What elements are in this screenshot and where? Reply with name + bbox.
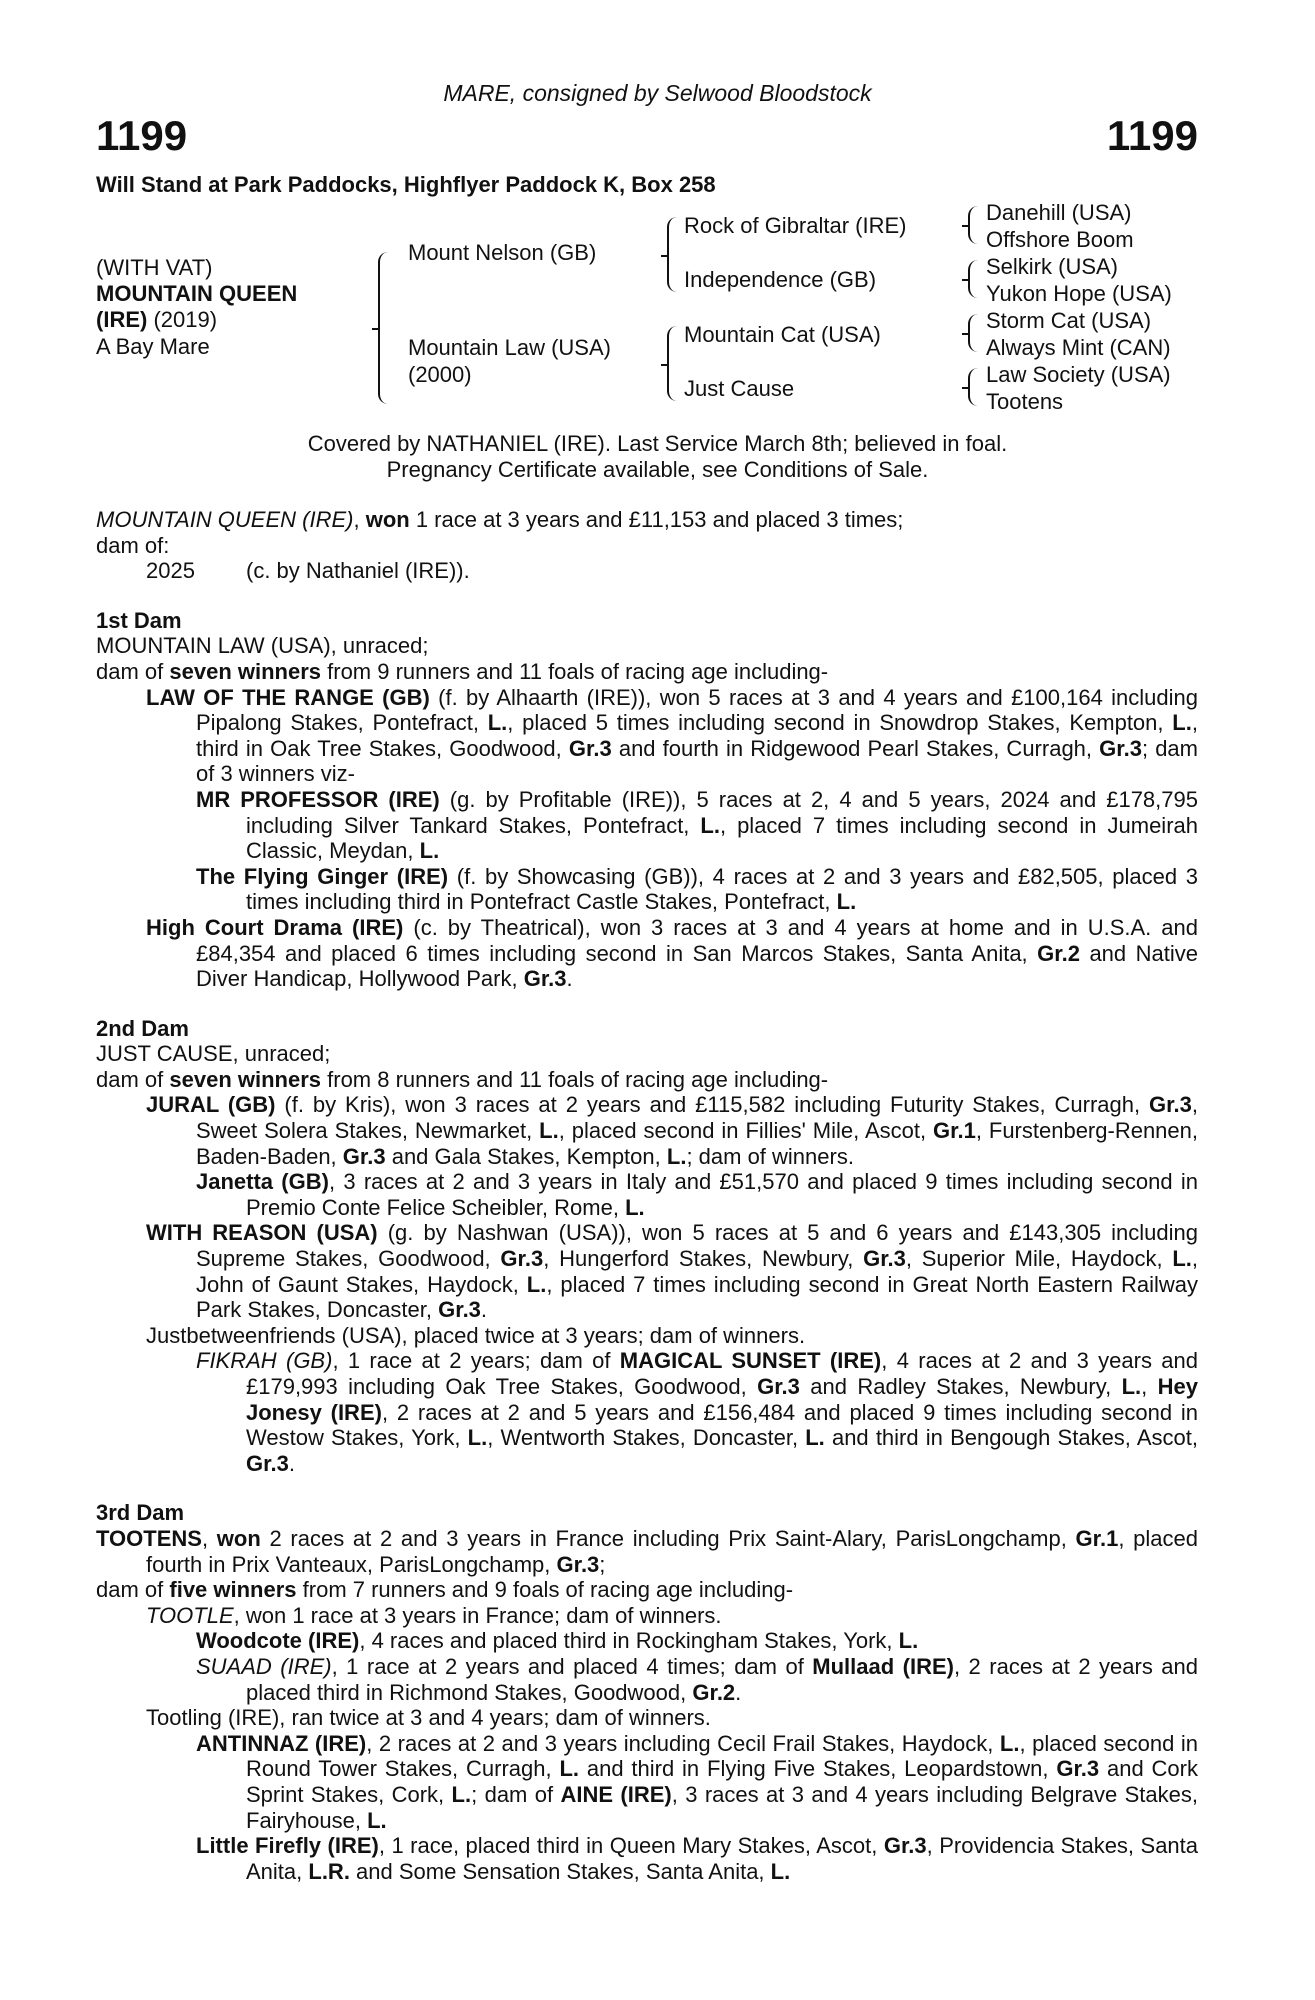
pedigree-entry [96,1041,1198,1067]
text-run: Justbetweenfriends (USA), placed twice at 3 years; dam of winners. [146,1322,806,1348]
text-run: , 1 race at 2 years and placed 4 times; dam of [331,1653,813,1679]
pedigree-entry [96,1654,1198,1705]
text-run: from 9 runners and 11 foals of racing age including- [321,658,829,684]
text-run: ; dam of [471,1781,561,1807]
produce-row [96,558,1198,584]
bold-text: L. [805,1425,825,1451]
horse-year: (2019) [153,307,218,332]
bold-text: MR PROFESSOR (IRE) [196,786,440,812]
text-run: (c. by Theatrical), won 3 races at 3 and 4 years at home and in U.S.A. and £84,354 and placed 6 times including second in San Marcos Stakes, Santa Anita, [196,914,1198,966]
dam-dam: Just Cause [684,376,795,401]
bold-text: Gr.3 [863,1246,906,1272]
pedigree-entry [96,1348,1198,1476]
bold-text: L. [1172,710,1192,736]
bold-text: Woodcote (IRE) [196,1628,360,1654]
pedigree-entry [96,1169,1198,1220]
bold-text: AINE (IRE) [560,1781,672,1807]
text-run: MOUNTAIN LAW (USA), unraced; [96,633,429,659]
ggs-4: Yukon Hope (USA) [986,281,1172,306]
text-run: JUST CAUSE, unraced; [96,1041,331,1067]
bold-text: won [365,507,410,532]
text-run: , Providencia Stakes, Santa Anita, [246,1833,1199,1884]
bold-text: Gr.1 [933,1118,976,1144]
text-run: (f. by Kris), won 3 races at 2 years and £115,582 including Futurity Stakes, Curragh, [275,1092,1150,1118]
bold-text: L. [1172,1246,1192,1272]
text-run: . [480,1297,488,1323]
text-run: ; dam of winners. [686,1143,854,1169]
ggs-8: Tootens [986,389,1064,414]
bold-text: Gr.2 [1037,940,1080,966]
lot-number-right: 1199 [1106,112,1198,159]
bold-text: Gr.3 [1099,735,1142,761]
vat-label: (WITH VAT) [96,255,213,280]
pedigree-entry [96,1092,1198,1169]
brace-dd [968,368,978,406]
bold-text: L. [419,838,440,864]
bold-text: The Flying Ginger (IRE) [196,863,449,889]
dam-of-label: dam of: [96,532,170,558]
text-run: , Sweet Solera Stakes, Newmarket, [196,1092,1198,1144]
ggs-5: Storm Cat (USA) [986,308,1152,333]
bold-text: L. [1121,1374,1142,1399]
text-run: dam of [96,1577,170,1603]
italic-text: FIKRAH (GB) [196,1348,333,1374]
text-run: , placed 7 times including second in Great North Eastern Railway Park Stakes, Doncaster, [196,1271,1198,1323]
bold-text: Mullaad (IRE) [812,1653,954,1679]
bold-text: L. [539,1118,559,1144]
text-run: dam of [96,658,170,684]
bold-text: Gr.3 [568,735,612,761]
bold-text: L. [898,1628,919,1654]
pedigree-entry [96,633,1198,659]
bold-text: L. [836,889,857,915]
section-heading: 1st Dam [96,607,182,633]
bold-text: five winners [169,1577,297,1603]
pedigree-entry [96,685,1198,787]
bold-text: TOOTENS [96,1525,202,1551]
brace-dam [667,326,677,401]
bold-text: L.R. [308,1858,350,1884]
stabling-location: Will Stand at Park Paddocks, Highflyer Paddock K, Box 258 [96,172,716,197]
bold-text: L. [666,1143,687,1169]
sire-dam: Independence (GB) [684,267,877,292]
dam-sire: Mountain Cat (USA) [684,322,881,347]
text-run: , 2 races at 2 and 5 years and £156,484 and placed 9 times including second in Westow Stakes, York, [246,1399,1198,1451]
text-run: , Superior Mile, Haydock, [905,1246,1173,1272]
brace-ds [968,314,978,352]
brace-sire [667,217,677,292]
text-run: from 8 runners and 11 foals of racing age including- [321,1066,829,1092]
pedigree-entry [96,659,1198,685]
text-run: dam of [96,1066,170,1092]
ggs-7: Law Society (USA) [986,362,1171,387]
text-run: , 1 race at 2 years; dam of [332,1348,620,1374]
section-heading: 3rd Dam [96,1500,185,1526]
bold-text: seven winners [169,658,322,684]
text-run: , 2 races at 2 years and placed third in Richmond Stakes, Goodwood, [246,1653,1198,1705]
ggs-1: Danehill (USA) [986,200,1132,225]
horse-country: (IRE) [96,307,148,332]
italic-text: MOUNTAIN QUEEN (IRE) [96,507,354,532]
dam: Mountain Law (USA) [408,335,611,360]
bold-text: L. [700,812,720,838]
text-run: and Radley Stakes, Newbury, [799,1374,1122,1399]
catalogue-body [96,507,1198,1884]
bold-text: Gr.3 [1056,1756,1100,1782]
text-run: and Cork Sprint Stakes, Cork, [246,1756,1198,1807]
text-run: . [735,1679,742,1705]
text-run: , 4 races and placed third in Rockingham Stakes, York, [359,1628,899,1654]
text-run: and third in Flying Five Stakes, Leopardstown, [579,1756,1057,1782]
bold-text: L. [999,1730,1020,1756]
pedigree-entry [96,1833,1198,1884]
text-run: , placed 7 times including second in Jumeirah Classic, Meydan, [246,812,1198,864]
bold-text: Gr.3 [523,966,567,992]
text-run: from 7 runners and 9 foals of racing age including- [296,1577,794,1603]
bold-text: L. [770,1858,791,1884]
bold-text: Gr.3 [438,1297,481,1323]
bold-text: Gr.1 [1075,1525,1119,1551]
text-run: 1 race at 3 years and £11,153 and placed 3 times; [409,507,904,532]
horse-name: MOUNTAIN QUEEN [96,281,298,306]
produce-description: (c. by Nathaniel (IRE)). [246,558,470,584]
bold-text: L. [367,1807,387,1833]
lot-number-left: 1199 [96,112,188,159]
bold-text: Hey Jonesy (IRE) [246,1374,1198,1425]
horse-description: A Bay Mare [96,334,210,359]
italic-text: TOOTLE [146,1602,234,1628]
bold-text: High Court Drama (IRE) [146,914,404,940]
text-run: , [353,507,366,532]
text-run: ; dam of 3 winners viz- [196,735,1198,787]
pedigree-entry [96,1628,1198,1654]
text-run: , Furstenberg-Rennen, Baden-Baden, [196,1118,1199,1169]
ggs-3: Selkirk (USA) [986,254,1119,279]
sire-sire: Rock of Gibraltar (IRE) [684,213,907,238]
text-run: , 3 races at 2 and 3 years in Italy and £51,570 and placed 9 times including second in Premio Conte Felice Scheibler, Rome, [246,1169,1198,1220]
bold-text: L. [451,1781,472,1807]
bold-text: ANTINNAZ (IRE) [196,1730,367,1756]
text-run: , placed 5 times including second in Snowdrop Stakes, Kempton, [507,710,1173,736]
cover-line-1: Covered by NATHANIEL (IRE). Last Service March 8th; believed in foal. [307,431,1008,456]
text-run: , Wentworth Stakes, Doncaster, [487,1425,806,1451]
text-run: , 1 race, placed third in Queen Mary Stakes, Ascot, [378,1833,884,1859]
bold-text: Janetta (GB) [196,1169,329,1195]
bold-text: seven winners [169,1066,322,1092]
pedigree-entry [96,1067,1198,1093]
text-run: (g. by Nashwan (USA)), won 5 races at 5 and 6 years and £143,305 including Supreme Stakes, Goodwood, [196,1220,1199,1272]
text-run: , won 1 race at 3 years in France; dam of winners. [233,1602,722,1628]
text-run: (g. by Profitable (IRE)), 5 races at 2, 4 and 5 years, 2024 and £178,795 including Silver Tankard Stakes, Pontefract, [246,786,1198,838]
pedigree-entry [96,787,1198,864]
pedigree-entry [96,1220,1198,1322]
pedigree-entry [96,1603,1198,1629]
bold-text: L. [467,1425,488,1451]
text-run: , placed second in Fillies' Mile, Ascot, [558,1118,934,1144]
text-run: (f. by Showcasing (GB)), 4 races at 2 and 3 years and £82,505, placed 3 times including third in Pontefract Castle Stakes, Pontefract, [246,863,1199,915]
italic-text: SUAAD (IRE) [196,1653,332,1679]
bold-text: LAW OF THE RANGE (GB) [146,684,430,710]
ggs-6: Always Mint (CAN) [986,335,1171,360]
text-run: , [201,1525,217,1551]
bold-text: won [216,1525,261,1551]
section-heading: 2nd Dam [96,1015,189,1041]
produce-year: 2025 [146,558,195,584]
bold-text: Gr.3 [1149,1092,1192,1118]
pedigree-entry [96,1577,1198,1603]
text-run: , 3 races at 3 and 4 years including Belgrave Stakes, Fairyhouse, [246,1781,1198,1833]
pedigree-entry [96,864,1198,915]
text-run: , 2 races at 2 and 3 years including Cecil Frail Stakes, Haydock, [366,1730,1000,1756]
text-run: 2 races at 2 and 3 years in France including Prix Saint-Alary, ParisLongchamp, [260,1525,1076,1551]
bold-text: L. [559,1756,580,1782]
text-run: (f. by Alhaarth (IRE)), won 5 races at 3 and 4 years and £100,164 including Pipalong Stakes, Pontefract, [196,684,1198,736]
pedigree-entry [96,1705,1198,1731]
horse-summary [96,507,1198,533]
bold-text: Gr.3 [883,1833,927,1859]
text-run: , [1141,1374,1158,1399]
brace-gen1 [378,252,388,404]
bold-text: Gr.3 [246,1450,289,1476]
text-run: and Gala Stakes, Kempton, [385,1143,667,1169]
bold-text: Gr.3 [757,1374,800,1399]
text-run: , Hungerford Stakes, Newbury, [543,1246,864,1272]
bold-text: WITH REASON (USA) [146,1220,378,1246]
text-run: , John of Gaunt Stakes, Haydock, [196,1246,1199,1297]
brace-ss [968,206,978,244]
bold-text: L. [487,710,508,736]
bold-text: Gr.3 [556,1551,600,1577]
text-run: and Some Sensation Stakes, Santa Anita, [349,1858,771,1884]
bold-text: Gr.3 [342,1143,386,1169]
pedigree-entry [96,1323,1198,1349]
pedigree-entry [96,1526,1198,1577]
bold-text: Gr.2 [692,1679,736,1705]
pedigree-entry [96,1731,1198,1833]
bold-text: L. [625,1194,645,1220]
brace-sd [968,260,978,298]
dam-year: (2000) [408,362,472,387]
ggs-2: Offshore Boom [986,227,1134,252]
bold-text: Little Firefly (IRE) [196,1833,379,1859]
text-run: , placed second in Round Tower Stakes, Curragh, [246,1730,1198,1782]
pedigree-entry [96,915,1198,992]
bold-text: Gr.3 [500,1246,544,1272]
text-run: , placed fourth in Prix Vanteaux, ParisLongchamp, [146,1525,1198,1577]
bold-text: JURAL (GB) [146,1092,276,1118]
text-run: and fourth in Ridgewood Pearl Stakes, Curragh, [611,735,1100,761]
text-run: and Native Diver Handicap, Hollywood Park, [196,940,1198,992]
sire: Mount Nelson (GB) [408,240,597,265]
bold-text: L. [526,1271,547,1297]
text-run: , third in Oak Tree Stakes, Goodwood, [196,710,1198,761]
text-run: , 4 races at 2 and 3 years and £179,993 including Oak Tree Stakes, Goodwood, [246,1348,1199,1399]
consignment-line: MARE, consigned by Selwood Bloodstock [443,80,872,106]
text-run: . [566,966,573,992]
text-run: ; [599,1551,606,1577]
text-run: Tootling (IRE), ran twice at 3 and 4 years; dam of winners. [146,1705,711,1731]
text-run: and third in Bengough Stakes, Ascot, [824,1425,1198,1451]
text-run: . [288,1450,295,1476]
bold-text: MAGICAL SUNSET (IRE) [619,1348,882,1374]
cover-line-2: Pregnancy Certificate available, see Conditions of Sale. [386,457,929,482]
